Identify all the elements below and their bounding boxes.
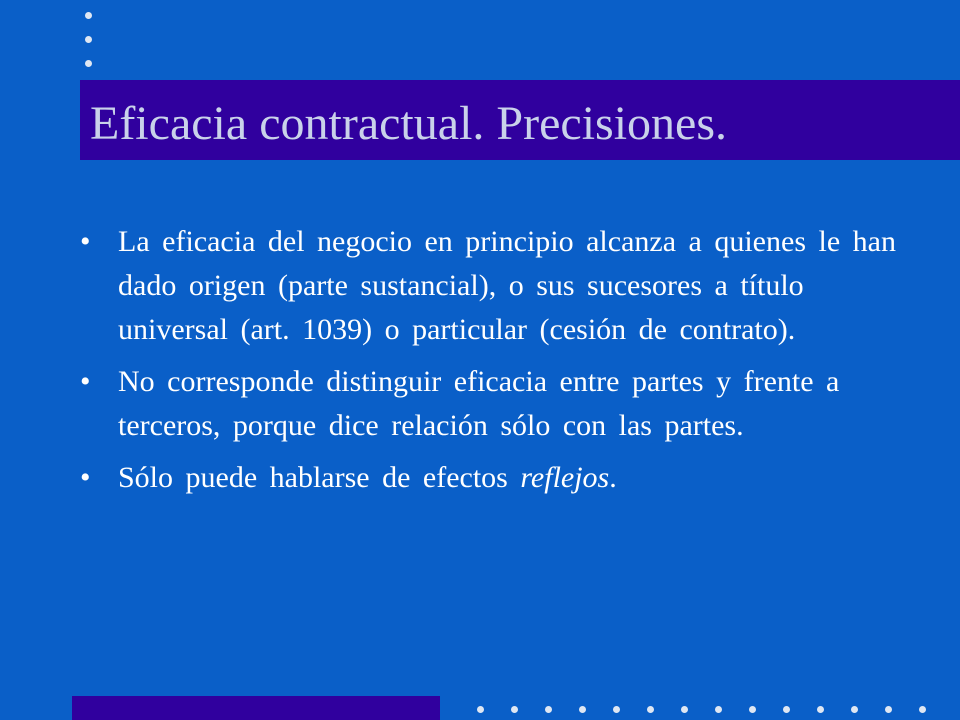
bottom-bar [72,696,440,720]
decor-dot [817,706,824,713]
decor-dot [919,706,926,713]
bullet-text: La eficacia del negocio en principio alcanza a quienes le han dado origen (parte sustancial), o sus sucesores a título universal (art. 1039) o particular (cesión de contrato). [118,225,896,346]
decor-dot [681,706,688,713]
bullet-mark: • [80,365,91,398]
decor-dot [85,60,92,67]
bullet-text-end: . [609,461,617,494]
bullet-list [80,220,900,508]
decor-dot [851,706,858,713]
decor-dot [715,706,722,713]
bullet-item [80,456,900,500]
decor-dot [579,706,586,713]
bullet-item [80,360,900,448]
decor-dot [647,706,654,713]
decor-dot [545,706,552,713]
bullet-item [80,220,900,352]
decor-dot [749,706,756,713]
slide-title: Eficacia contractual. Precisiones. [90,97,728,150]
bullet-emphasis: reflejos [520,461,610,494]
decor-dot [783,706,790,713]
decor-dot [85,36,92,43]
bullet-mark: • [80,225,91,258]
bullet-mark: • [80,461,91,494]
decor-dot [477,706,484,713]
decor-dot [613,706,620,713]
decor-dot [885,706,892,713]
decor-dot [511,706,518,713]
bullet-text: No corresponde distinguir eficacia entre partes y frente a terceros, porque dice relación sólo con las partes. [118,365,840,442]
decor-dot [85,12,92,19]
bullet-text: Sólo puede hablarse de efectos [118,461,521,494]
